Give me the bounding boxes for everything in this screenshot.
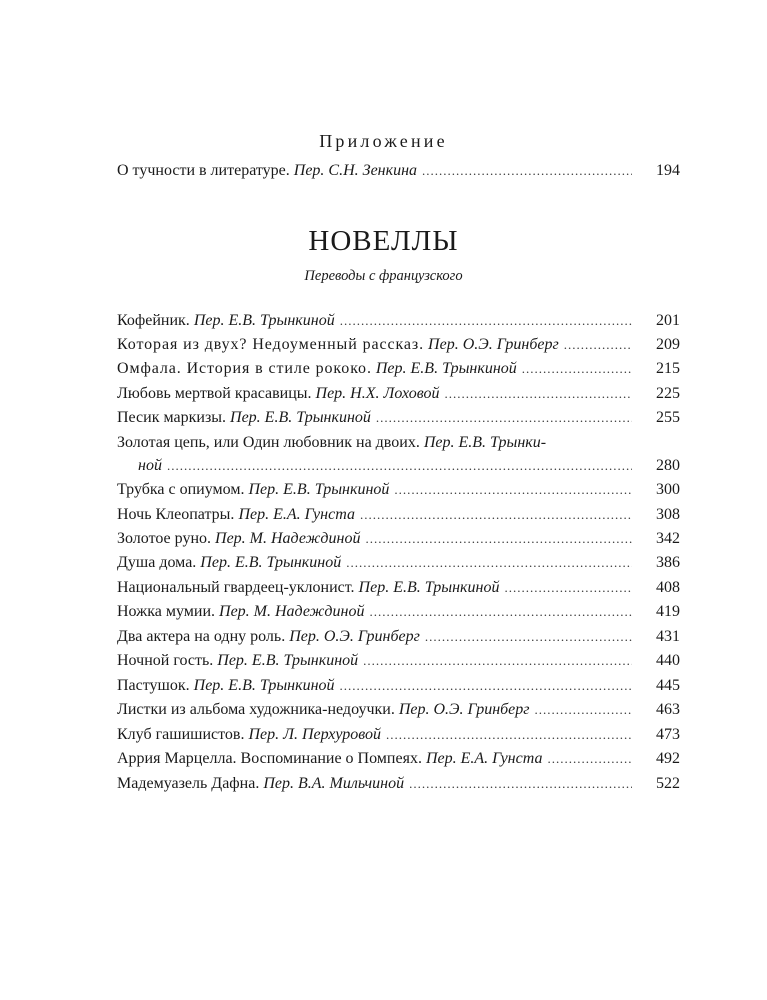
section-title: НОВЕЛЛЫ (308, 225, 459, 257)
entry-page: 431 (656, 628, 680, 645)
dot-leader (365, 527, 632, 551)
dot-leader (535, 698, 632, 722)
section-subtitle: Переводы с французского (304, 268, 463, 284)
dot-leader (522, 357, 632, 381)
entry-translator-continuation: ной (138, 457, 162, 474)
entry-title: Золотая цепь, или Один любовник на двоих. (117, 434, 420, 451)
entry-title: Кофейник. (117, 312, 190, 329)
toc-entry[interactable] (117, 406, 680, 430)
entry-translator: Пер. М. Надеждиной (215, 530, 361, 547)
toc-entry[interactable] (117, 527, 680, 551)
entry-title: Золотое руно. (117, 530, 212, 547)
toc-entry[interactable] (117, 357, 680, 381)
dot-leader (422, 159, 632, 183)
entry-translator: Пер. Е.В. Трынкиной (375, 360, 517, 377)
dot-leader (504, 576, 632, 600)
entry-translator: Пер. О.Э. Гринберг (289, 628, 420, 645)
entry-translator: Пер. Е.В. Трынкиной (217, 652, 359, 669)
entry-title: Ночной гость. (117, 652, 214, 669)
entry-page: 473 (656, 726, 680, 743)
entry-translator: Пер. В.А. Мильчиной (263, 775, 405, 792)
toc-entry[interactable] (117, 600, 680, 624)
entry-translator: Пер. Е.В. Трынкиной (193, 677, 335, 694)
entry-page: 280 (656, 457, 680, 474)
toc-entry[interactable] (117, 382, 680, 406)
toc-entry[interactable] (117, 431, 680, 455)
dot-leader (369, 600, 632, 624)
toc-entry[interactable] (117, 551, 680, 575)
entry-page: 308 (656, 506, 680, 523)
toc-entry[interactable] (117, 576, 680, 600)
dot-leader (425, 625, 632, 649)
entry-page: 463 (656, 701, 680, 718)
toc-entry[interactable] (117, 309, 680, 333)
entry-page: 201 (656, 312, 680, 329)
entry-title: О тучности в литературе. (117, 162, 290, 179)
toc-entry[interactable] (117, 747, 680, 771)
toc-entry[interactable] (117, 723, 680, 747)
toc-entry[interactable] (117, 698, 680, 722)
entry-title: Ночь Клеопатры. (117, 506, 235, 523)
dot-leader (409, 772, 632, 796)
dot-leader (363, 649, 632, 673)
entry-page: 300 (656, 481, 680, 498)
entry-title: Листки из альбома художника-недоучки. (117, 701, 395, 718)
appendix-heading: Приложение (319, 131, 448, 151)
toc-entry[interactable] (117, 333, 680, 357)
entry-translator: Пер. Е.А. Гунста (425, 750, 543, 767)
entry-title: Два актера на одну роль. (117, 628, 286, 645)
entry-title: Трубка с опиумом. (117, 481, 245, 498)
entry-page: 440 (656, 652, 680, 669)
entry-title: Национальный гвардеец-уклонист. (117, 579, 355, 596)
dot-leader (340, 309, 632, 333)
dot-leader (346, 551, 632, 575)
toc-entry[interactable] (117, 159, 680, 183)
entry-translator: Пер. С.Н. Зенкина (293, 162, 418, 179)
entry-translator: Пер. М. Надеждиной (219, 603, 365, 620)
entry-translator: Пер. Е.В. Трынкиной (248, 481, 390, 498)
entry-title: Мадемуазель Дафна. (117, 775, 260, 792)
entry-title: Пастушок. (117, 677, 190, 694)
dot-leader (394, 478, 632, 502)
entry-page: 255 (656, 409, 680, 426)
dot-leader (360, 503, 632, 527)
dot-leader (376, 406, 632, 430)
entry-title: Клуб гашишистов. (117, 726, 245, 743)
dot-leader (340, 674, 632, 698)
toc-entry[interactable] (117, 625, 680, 649)
dot-leader (167, 454, 632, 478)
entry-page: 215 (656, 360, 680, 377)
entry-title: Омфала. История в стиле рококо. (117, 360, 372, 377)
entry-translator: Пер. О.Э. Гринберг (398, 701, 530, 718)
entry-title: Которая из двух? Недоуменный рассказ. (117, 336, 425, 353)
entry-translator: Пер. Е.В. Трынкиной (200, 554, 342, 571)
entry-translator: Пер. О.Э. Гринберг (428, 336, 559, 353)
entry-page: 492 (656, 750, 680, 767)
entry-translator: Пер. Е.В. Трынкиной (230, 409, 371, 426)
entry-title: Душа дома. (117, 554, 197, 571)
entry-title: Любовь мертвой красавицы. (117, 385, 312, 402)
entry-translator: Пер. Л. Перхуровой (248, 726, 382, 743)
toc-entry[interactable] (117, 674, 680, 698)
entry-title: Ножка мумии. (117, 603, 216, 620)
entry-page: 209 (656, 336, 680, 353)
entry-translator: Пер. Н.Х. Лоховой (315, 385, 440, 402)
toc-entry[interactable] (117, 478, 680, 502)
toc-entry-continuation[interactable] (138, 454, 680, 478)
toc-entry[interactable] (117, 649, 680, 673)
entry-page: 408 (656, 579, 680, 596)
dot-leader (547, 747, 632, 771)
toc-entry[interactable] (117, 772, 680, 796)
entry-page: 386 (656, 554, 680, 571)
dot-leader (444, 382, 632, 406)
dot-leader (564, 333, 632, 357)
entry-page: 225 (656, 385, 680, 402)
entry-translator: Пер. Е.В. Трынки- (423, 434, 547, 451)
toc-entry[interactable] (117, 503, 680, 527)
entry-page: 194 (656, 162, 680, 179)
entry-page: 342 (656, 530, 680, 547)
entry-translator: Пер. Е.В. Трынкиной (358, 579, 500, 596)
entry-page: 445 (656, 677, 680, 694)
entry-translator: Пер. Е.А. Гунста (238, 506, 355, 523)
entry-title: Песик маркизы. (117, 409, 227, 426)
entry-title: Аррия Марцелла. Воспоминание о Помпеях. (117, 750, 422, 767)
entry-page: 522 (656, 775, 680, 792)
entry-translator: Пер. Е.В. Трынкиной (193, 312, 335, 329)
dot-leader (386, 723, 632, 747)
entry-page: 419 (656, 603, 680, 620)
